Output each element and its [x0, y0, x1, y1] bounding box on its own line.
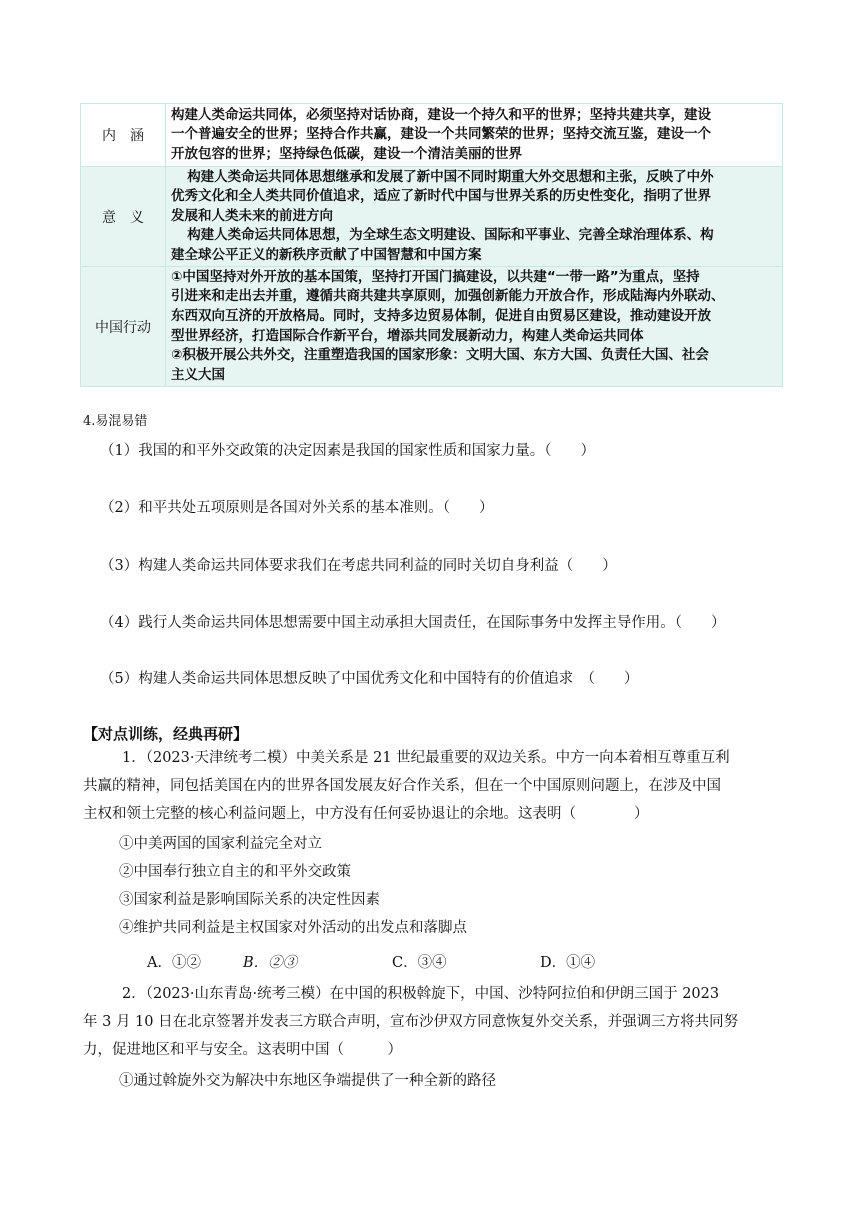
content-line: 一个普遍安全的世界；坚持合作共赢，建设一个共同繁荣的世界；坚持交流互鉴，建设一个: [171, 126, 711, 143]
true-false-item: （1）我国的和平外交政策的决定因素是我国的国家性质和国家力量。（ ）: [100, 443, 595, 459]
content-line: 引进来和走出去并重，遵循共商共建共享原则，加强创新能力开放合作，形成陆海内外联动、: [171, 288, 725, 305]
true-false-item: （3）构建人类命运共同体要求我们在考虑共同利益的同时关切自身利益（ ）: [100, 558, 617, 574]
summary-table: [80, 103, 783, 387]
statement: ②中国奉行独立自主的和平外交政策: [119, 864, 351, 880]
content-line: 构建人类命运共同体思想，为全球生态文明建设、国际和平事业、完善全球治理体系、构: [187, 227, 714, 244]
content-line: 优秀文化和全人类共同价值追求，适应了新时代中国与世界关系的历史性变化，指明了世界: [171, 188, 711, 205]
option-c: C．③④: [392, 955, 447, 971]
content-line: 建全球公平正义的新秩序贡献了中国智慧和中国方案: [171, 246, 482, 263]
statement: ①通过斡旋外交为解决中东地区争端提供了一种全新的路径: [119, 1073, 496, 1089]
table-row: [81, 267, 783, 387]
section-heading: 4.易混易错: [83, 414, 148, 429]
content-line: ②积极开展公共外交，注重塑造我国的国家形象：文明大国、东方大国、负责任大国、社会: [171, 347, 709, 364]
table-row: [81, 167, 783, 267]
true-false-item: （2）和平共处五项原则是各国对外关系的基本准则。（ ）: [100, 500, 494, 516]
statement: ③国家利益是影响国际关系的决定性因素: [119, 892, 380, 908]
content-line: 构建人类命运共同体，必须坚持对话协商，建设一个持久和平的世界；坚持共建共享，建设: [171, 106, 711, 123]
question-line: 共赢的精神，同包括美国在内的世界各国发展友好合作关系，但在一个中国原则问题上，在涉及中国: [83, 778, 721, 794]
row-header-label: 内 涵: [102, 128, 144, 144]
question-line: 力，促进地区和平与安全。这表明中国（ ）: [83, 1042, 402, 1058]
row-content-significance: [166, 167, 783, 267]
statement: ①中美两国的国家利益完全对立: [119, 836, 322, 852]
content-line: 发展和人类未来的前进方向: [171, 207, 333, 224]
question-1-stem: [83, 744, 800, 828]
content-line: 东西双向互济的开放格局。同时，支持多边贸易体制，促进自由贸易区建设，推动建设开放: [171, 307, 711, 324]
table-row: [81, 104, 783, 167]
option-d: D．①④: [540, 955, 596, 971]
row-header-significance: [81, 167, 166, 267]
content-line: 开放包容的世界；坚持绿色低碳，建设一个清洁美丽的世界: [171, 145, 522, 162]
question-2-stem: [83, 980, 800, 1064]
training-heading: 【对点训练，经典再研】: [83, 725, 249, 743]
content-line: 型世界经济，打造国际合作新平台，增添共同发展新动力，构建人类命运共同体: [171, 327, 644, 344]
true-false-item: （5）构建人类命运共同体思想反映了中国优秀文化和中国特有的价值追求 （ ）: [100, 671, 639, 687]
statement: ④维护共同利益是主权国家对外活动的出发点和落脚点: [119, 920, 467, 936]
option-a: A．①②: [147, 955, 201, 971]
content-line: 构建人类命运共同体思想继承和发展了新中国不同时期重大外交思想和主张，反映了中外: [187, 168, 714, 185]
row-header-label: 中国行动: [95, 319, 151, 336]
question-line: 1．（2023·天津统考二模）中美关系是 21 世纪最重要的双边关系。中方一向本着相互尊重互利: [122, 750, 730, 766]
row-header-china-action: [81, 267, 166, 387]
question-line: 2．（2023·山东青岛·统考三模）在中国的积极斡旋下，中国、沙特阿拉伯和伊朗三国于 2023: [122, 986, 720, 1002]
question-line: 年 3 月 10 日在北京签署并发表三方联合声明，宣布沙伊双方同意恢复外交关系，并强调三方将共同努: [83, 1014, 739, 1030]
content-line: 主义大国: [171, 366, 225, 383]
true-false-item: （4）践行人类命运共同体思想需要中国主动承担大国责任，在国际事务中发挥主导作用。（ ）: [100, 615, 726, 631]
row-content-connotation: [166, 104, 783, 167]
row-content-china-action: [166, 267, 783, 387]
content-line: ①中国坚持对外开放的基本国策，坚持打开国门搞建设，以共建“一带一路”为重点，坚持: [171, 268, 700, 285]
row-header-label: 意 义: [102, 209, 144, 226]
option-b: B．②③: [243, 955, 298, 971]
question-line: 主权和领土完整的核心利益问题上，中方没有任何妥协退让的余地。这表明（ ）: [83, 806, 649, 822]
row-header-connotation: [81, 104, 166, 167]
